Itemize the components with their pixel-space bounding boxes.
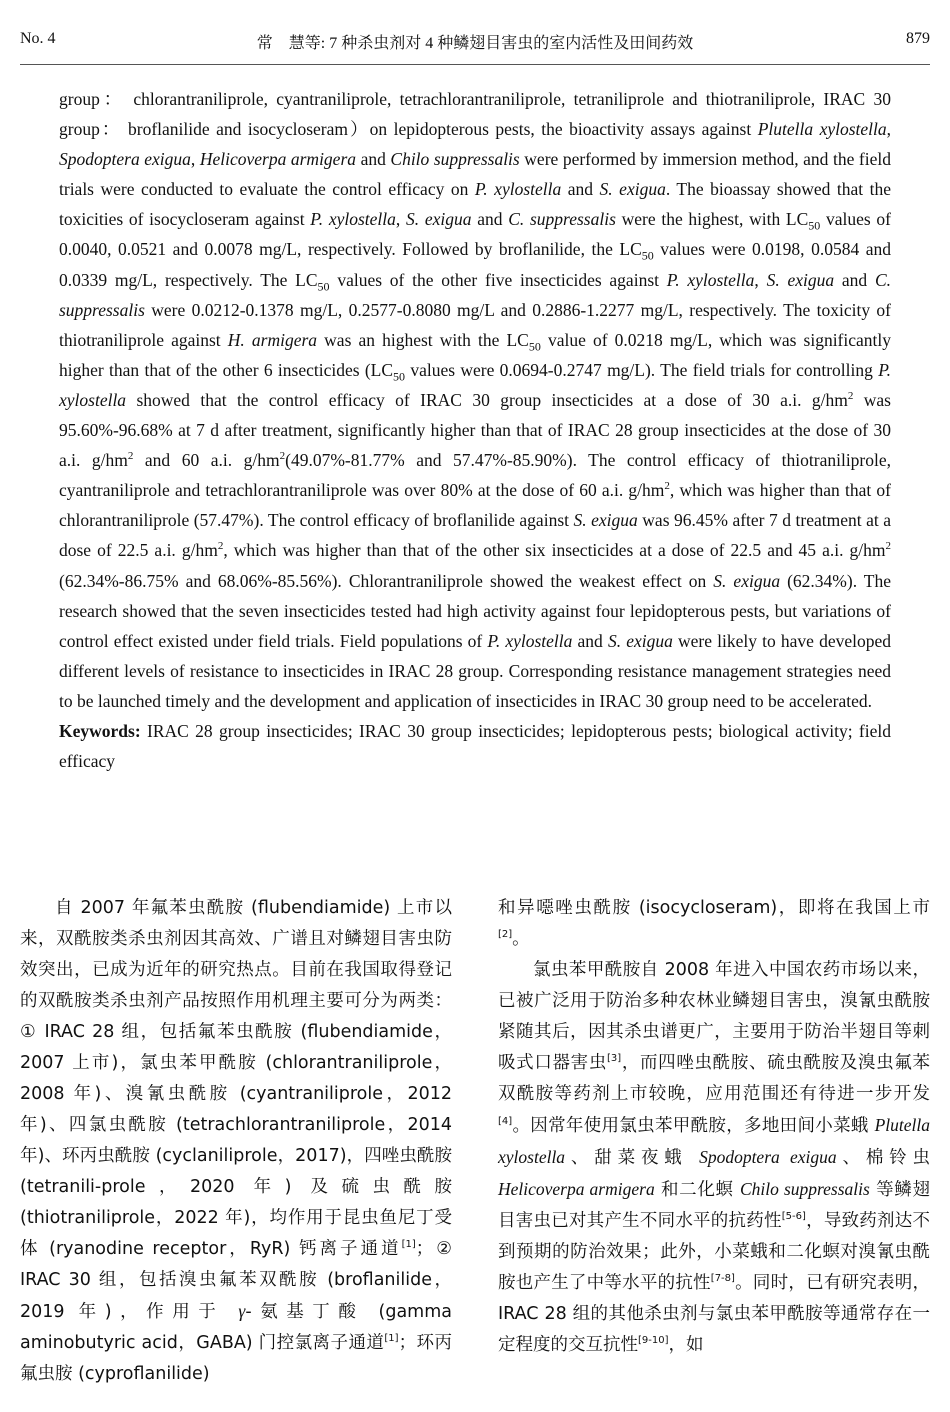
english-abstract xyxy=(59,84,891,776)
keywords-label: Keywords: xyxy=(59,720,141,741)
body-paragraph: 氯虫苯甲酰胺自 2008 年进入中国农药市场以来，已被广泛用于防治多种农林业鳞翅目害虫，溴氰虫酰胺紧随其后，因其杀虫谱更广，主要用于防治半翅目等刺吸式口器害虫[3]，而四唑虫酰胺、硫虫酰胺及溴虫氟苯双酰胺等药剂上市较晚，应用范围还有待进一步开发[4]。因常年使用氯虫苯甲酰胺，多地田间小菜蛾 Plutella xylostella、甜菜夜蛾 Spodoptera exigua、棉铃虫 Helicoverpa armigera 和二化螟 Chilo suppressalis 等鳞翅目害虫已对其产生不同水平的抗药性[5-6]，导致药剂达不到预期的防治效果；此外，小菜蛾和二化螟对溴氰虫酰胺也产生了中等水平的抗性[7-8]。同时，已有研究表明，IRAC 28 组的其他杀虫剂与氯虫苯甲酰胺等通常存在一定程度的交互抗性[9-10]，如 xyxy=(498,960,931,1355)
page-number: 879 xyxy=(906,30,930,47)
body-paragraph: 自 2007 年氟苯虫酰胺 (flubendiamide) 上市以来，双酰胺类杀虫剂因其高效、广谱且对鳞翅目害虫防效突出，已成为近年的研究热点。目前在我国取得登记的双酰胺类杀虫剂产品按照作用机理主要可分为两类：① IRAC 28 组，包括氟苯虫酰胺 (flubendiamide，2007 上市)，氯虫苯甲酰胺 (chlorantraniliprole，2008 年)、溴氰虫酰胺 (cyantraniliprole，2012 年)、四氯虫酰胺 (tetrachlorantraniliprole，2014 年)、环丙虫酰胺 (cyclaniliprole，2017)，四唑虫酰胺 (tetranili-prole，2020 年) 及硫虫酰胺 (thiotraniliprole，2022 年)，均作用于昆虫鱼尼丁受体 (ryanodine receptor，RyR) 钙离子通道[1]；② IRAC 30 组，包括溴虫氟苯双酰胺 (broflanilide，2019 年)，作用于 γ-氨基丁酸 (gamma aminobutyric acid，GABA) 门控氯离子通道[1]；环丙氟虫胺 (cyproflanilide) xyxy=(20,898,453,1384)
running-title: 常 慧等: 7 种杀虫剂对 4 种鳞翅目害虫的室内活性及田间药效 xyxy=(256,35,694,52)
abstract-text: group： chlorantraniliprole, cyantraniliprole, tetrachlorantraniliprole, tetraniliprole and thiotraniliprole, IRAC 30 group： broflanilide and isocycloseram）on lepidopterous pests, the bioactivity assays against Plutella xylostella, Spodoptera exigua, Helicoverpa armigera and Chilo suppressalis were performed by immersion method, and the field trials were conducted to evaluate the control efficacy on P. xylostella and S. exigua. The bioassay showed that the toxicities of isocycloseram against P. xylostella, S. exigua and C. suppressalis were the highest, with $LC_{50}$ values of 0.0040, 0.0521 and 0.0078 mg/L, respectively. Followed by broflanilide, the $LC_{50}$ values were 0.0198, 0.0584 and 0.0339 mg/L, respectively. The $LC_{50}$ values of the other five insecticides against P. xylostella, S. exigua and C. suppressalis were 0.0212-0.1378 mg/L, 0.2577-0.8080 mg/L and 0.2886-1.2277 mg/L, respectively. The toxicity of thiotraniliprole against H. armigera was an highest with the $LC_{50}$ value of 0.0218 mg/L, which was significantly higher than that of the other 6 insecticides ($LC_{50}$ values were 0.0694-0.2747 mg/L). The field trials for controlling P. xylostella showed that the control efficacy of IRAC 30 group insecticides at a dose of 30 a.i. $g/hm^2$ was 95.60%-96.68% at 7 d after treatment, significantly higher than that of IRAC 28 group insecticides at the dose of 30 a.i. $g/hm^2$ and 60 a.i. $g/hm^2(49.07\%-81.77\%$ and 57.47%-85.90%). The control efficacy of thiotraniliprole, cyantraniliprole and tetrachlorantraniliprole was over 80% at the dose of 60 a.i. $g/hm^2$, which was higher than that of chlorantraniliprole (57.47%). The control efficacy of broflanilide against S. exigua was 96.45% after 7 d treatment at a dose of 22.5 a.i. $g/hm^2$, which was higher than that of the other six insecticides at a dose of 22.5 and 45 a.i. $g/hm^2$ (62.34%-86.75% and 68.06%-85.56%). Chlorantraniliprole showed the weakest effect on S. exigua (62.34%). The research showed that the seven insecticides tested had high activity against four lepidopterous pests, but variations of control effect existed under field trials. Field populations of P. xylostella and S. exigua were likely to have developed different levels of resistance to insecticides in IRAC 28 group. Corresponding resistance management strategies need to be launched timely and the development and application of insecticides in IRAC 30 group need to be accelerated. xyxy=(59,89,892,711)
running-header xyxy=(20,30,930,65)
body-column-right xyxy=(498,893,930,1361)
keywords xyxy=(59,716,891,776)
body-paragraph: 和异噁唑虫酰胺 (isocycloseram)，即将在我国上市[2]。 xyxy=(498,898,930,949)
issue-number: No. 4 xyxy=(20,30,56,47)
body-column-left xyxy=(20,893,452,1390)
keywords-text: IRAC 28 group insecticides; IRAC 30 group insecticides; lepidopterous pests; biological activity; field efficacy xyxy=(59,720,891,772)
